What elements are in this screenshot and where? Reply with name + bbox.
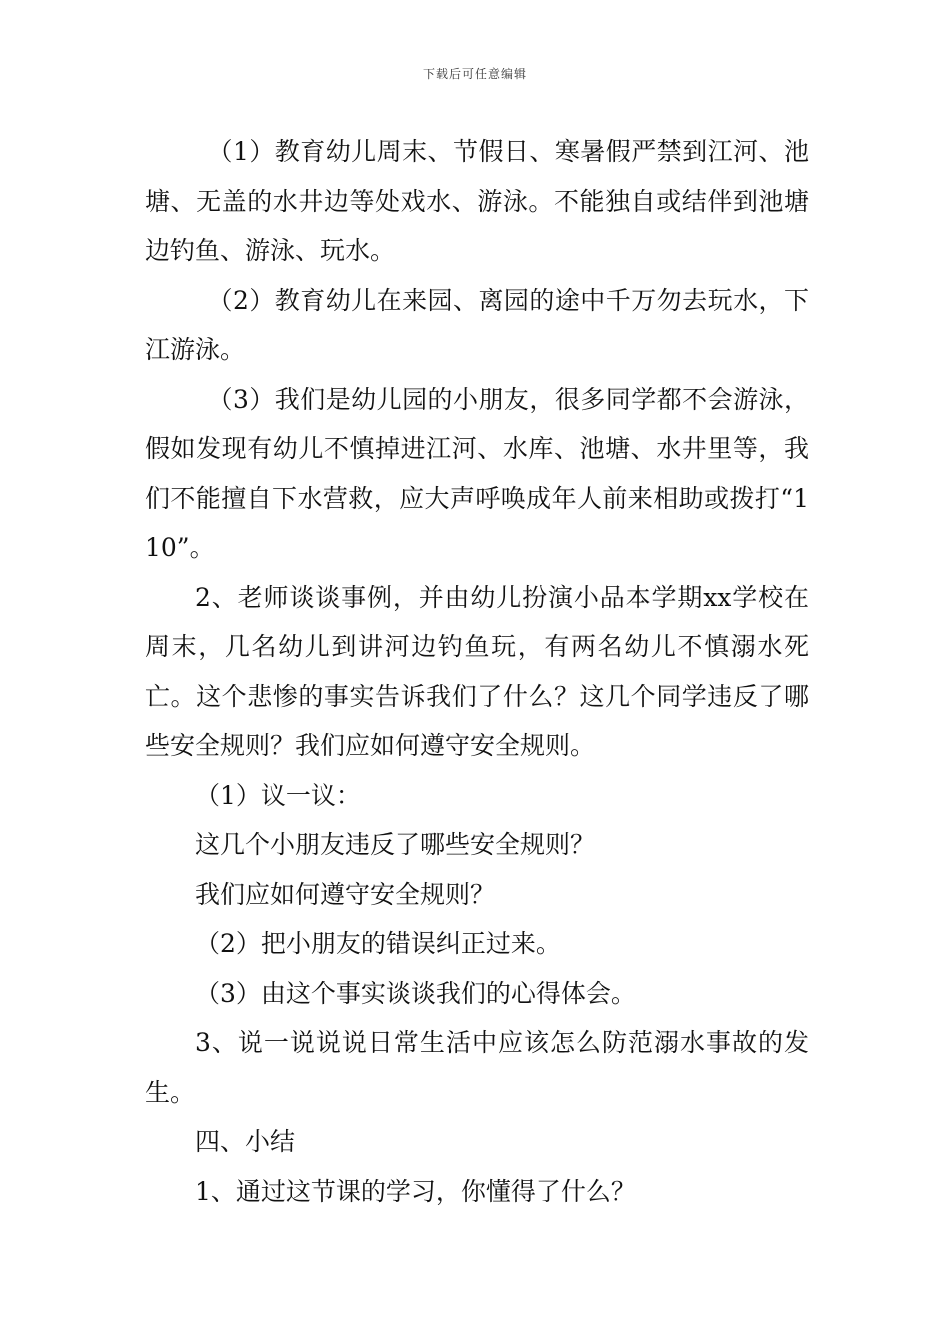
paragraph-prevention: 3、说一说说说日常生活中应该怎么防范溺水事故的发生。 [145, 1028, 809, 1107]
page-header: 下载后可任意编辑 [422, 67, 527, 81]
paragraph-example-2: 2、老师谈谈事例，并由幼儿扮演小品本学期xx学校在周末，几名幼儿到讲河边钓鱼玩，有两名幼儿不慎溺水死亡。这个悲惨的事实告诉我们了什么？这几个同学违反了哪些安全规则？我们应如何遵守安全规则。 [145, 582, 809, 760]
paragraph-discuss: （1）议一议： [195, 780, 361, 810]
paragraph-question-1: 这几个小朋友违反了哪些安全规则？ [195, 830, 596, 859]
section-heading-summary: 四、小结 [195, 1127, 296, 1156]
paragraph-item-3: （3）我们是幼儿园的小朋友，很多同学都不会游泳，假如发现有幼儿不慎掉进江河、水库、池塘、水井里等，我们不能擅自下水营救，应大声呼唤成年人前来相助或拨打“110”。 [145, 384, 809, 562]
paragraph-correct: （2）把小朋友的错误纠正过来。 [195, 929, 561, 958]
paragraph-item-1: （1）教育幼儿周末、节假日、寒暑假严禁到江河、池塘、无盖的水井边等处戏水、游泳。不能独自或结伴到池塘边钓鱼、游泳、玩水。 [145, 137, 809, 265]
paragraph-item-2: （2）教育幼儿在来园、离园的途中千万勿去玩水，下江游泳。 [145, 285, 809, 364]
paragraph-question-2: 我们应如何遵守安全规则？ [195, 879, 496, 909]
document-body [145, 127, 809, 1216]
paragraph-summary-question: 1、通过这节课的学习，你懂得了什么？ [195, 1176, 636, 1206]
paragraph-reflection: （3）由这个事实谈谈我们的心得体会。 [195, 978, 636, 1008]
